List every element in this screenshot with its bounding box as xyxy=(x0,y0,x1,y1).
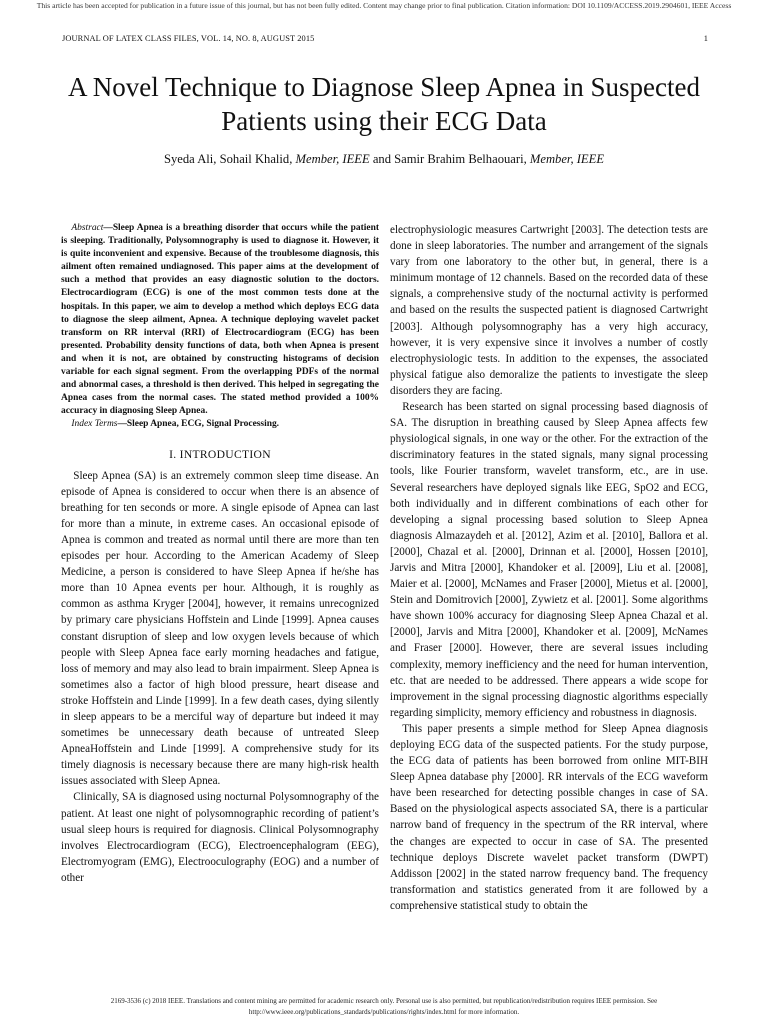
journal-name: JOURNAL OF LATEX CLASS FILES, VOL. 14, NO. 8, AUGUST 2015 xyxy=(62,34,315,43)
author-membership: Member, IEEE xyxy=(295,152,370,166)
body-paragraph: Research has been started on signal processing based diagnosis of SA. The disruption in breathing caused by Sleep Apnea affects few physiological signals, in one way or the other. For the extraction of the discriminatory features in the stated signals, many signal processing tools, like Fourier transform, wavelet transform, etc., are in use. Several researchers have deployed signals like EEG, SpO2 and ECG, both individually and in different combinations of each other for developing a signal processing based solution to Sleep Apnea diagnosis Almazaydeh et al. [2012], Azim et al. [2010], Ballora et al. [2000], Chazal et al. [2000], Drinnan et al. [2000], Hossen [2010], Jarvis and Mitra [2000], Khandoker et al. [2009], Liu et al. [2008], Maier et al. [2000], McNames and Fraser [2000], Mietus et al. [2000], Stein and Domitrovich [2000], Zywietz et al. [2001]. Some algorithms have shown 100% accuracy for diagnosing Sleep Apnea Chazal et al. [2000], Jarvis and Mitra [2000], Khandoker et al. [2009], McNames and Fraser [2000]. However, there are several issues including complexity, memory inefficiency and the need for human intervention, etc. that are needed to be addressed. There appears a wide scope for improvement in the signal processing diagnostic algorithms especially regarding simplicity, memory efficiency and robustness in diagnosis. xyxy=(390,401,708,719)
footer-line: 2169-3536 (c) 2018 IEEE. Translations and content mining are permitted for academic research only. Personal use is also permitted, but republication/redistribution requires IEEE permission. See xyxy=(110,997,658,1005)
index-terms-body: —Sleep Apnea, ECG, Signal Processing. xyxy=(117,419,280,430)
author-membership: Member, IEEE xyxy=(529,152,605,166)
body-paragraph-continued: electrophysiologic measures Cartwright [2003]. The detection tests are done in sleep laboratories. The number and arrangement of the signals vary from one laboratory to the other but, in general, there is a minimum montage of 12 channels. Based on the recorded data of these signals, a comprehensive study of the nocturnal activity is performed and based on the results the suspected patient is diagnosed Cartwright [2003]. Although polysomnography has a very high accuracy, however, it is very expensive since it involves a number of costly electrophysiologic tests. In addition to the expenses, the associated physical fatigue also demoralize the patients to investigate the sleep disorders they are facing. xyxy=(390,224,708,397)
body-paragraph: Clinically, SA is diagnosed using nocturnal Polysomnography of the patient. At least one night of polysomnographic recording of patient’s usual sleep hours is required for diagnosis. Clinical Polysomnography involves Electrocardiogram (ECG), Electroencephalogram (EEG), Electromyogram (EMG), Electrooculography (EOG) and a number of other xyxy=(61,791,379,884)
right-column xyxy=(390,222,708,914)
author-names: Syeda Ali, Sohail Khalid, xyxy=(163,152,293,166)
paper-title: A Novel Technique to Diagnose Sleep Apnea in Suspected Patients using their ECG Data xyxy=(68,72,700,136)
body-paragraph: This paper presents a simple method for Sleep Apnea diagnosis deploying ECG data of the suspected patients. For the study purpose, the ECG data of patients has been borrowed from online MIT-BIH Sleep Apnea database phy [2000]. RR intervals of the ECG waveform have been researched for detecting possible changes in case of SA. Based on the physiological aspects associated SA, there is a particular narrow band of frequency in the spectrum of the RR interval, where the changes are expected to occur in case of SA. The presented technique deploys Discrete wavelet packet transform (DWPT) Addisson [2002] in the stated narrow frequency band. The frequency transformation and statistics generated from it are followed by a comprehensive statistical study to obtain the xyxy=(390,722,708,912)
author-line xyxy=(40,152,728,167)
left-column xyxy=(61,222,379,886)
index-terms xyxy=(61,418,379,431)
body-paragraph: Sleep Apnea (SA) is an extremely common sleep time disease. An episode of Apnea is considered to occur when there is an absence of breathing for ten seconds or more. A single episode of Apnea can last for more than a minute, in extreme cases. An occasional episode of Apnea is common and treated as normal until there are more than ten episodes per hour. According to the American Academy of Sleep Medicine, a person is considered to have Sleep Apnea if he/she has more than 10 Apnea events per hour. Although, it is roughly as common as asthma Kryger [2004], however, it remains unrecognized by primary care physicians Hoffstein and Linde [1999]. Apnea causes constant disruption of sleep and low oxygen levels because of which people with Sleep Apnea face early morning headaches and fatigue, loss of memory and may also lead to brain impairment. Sleep Apnea is sometimes also a factor of high blood pressure, heart disease and stroke Hoffstein and Linde [1999]. In a few death cases, dying silently in sleep appears to be a merciful way of departure but indeed it may sometimes be unnecessary death because of untreated Sleep ApneaHoffstein and Linde [1999]. A comprehensive study for its timely diagnosis is necessary because there are many high-risk health issues associated with Sleep Apnea. xyxy=(61,469,379,788)
section-heading: I. INTRODUCTION xyxy=(169,447,271,461)
abstract-body: —Sleep Apnea is a breathing disorder that occurs while the patient is sleeping. Traditionally, Polysomnography is used to diagnose it. However, it is quite inconvenient and expensive. Because of the troublesome diagnosis, this ailment often remained undiagnosed. This paper aims at the development of such a method that provides an easy diagnostic solution to the doctors. Electrocardiogram (ECG) is one of the most common tests done at the hospitals. In this paper, we aim to develop a method which deploys ECG data to diagnose the sleep ailment, Apnea. A technique deploying wavelet packet transform on RR interval (RRI) of Electrocardiogram (ECG) has been presented. Probability density functions of data, both when Apnea is present and when it is not, are obtained by constructing histograms of decision variable for each signal segment. From the overlapping PDFs of the normal and abnormal cases, a threshold is then derived. This helped in segregating the Apnea cases from the normal cases. The stated method provided a 100% accuracy in diagnosing Sleep Apnea. xyxy=(61,223,379,417)
running-head xyxy=(62,34,708,43)
copyright-footer xyxy=(40,996,728,1017)
abstract xyxy=(61,222,379,418)
page-number: 1 xyxy=(703,34,708,43)
index-terms-label: Index Terms xyxy=(71,419,118,430)
publication-notice: This article has been accepted for publication in a future issue of this journal, but has not been fully edited. Content may change prior to final publication. Citation information: DOI 10.1109/ACCESS.2019.2904601, IEEE Access xyxy=(36,1,732,10)
abstract-label: Abstract xyxy=(71,223,104,233)
author-names: and Samir Brahim Belhaouari, xyxy=(372,152,527,166)
footer-line: http://www.ieee.org/publications_standards/publications/rights/index.html for more information. xyxy=(248,1007,520,1016)
